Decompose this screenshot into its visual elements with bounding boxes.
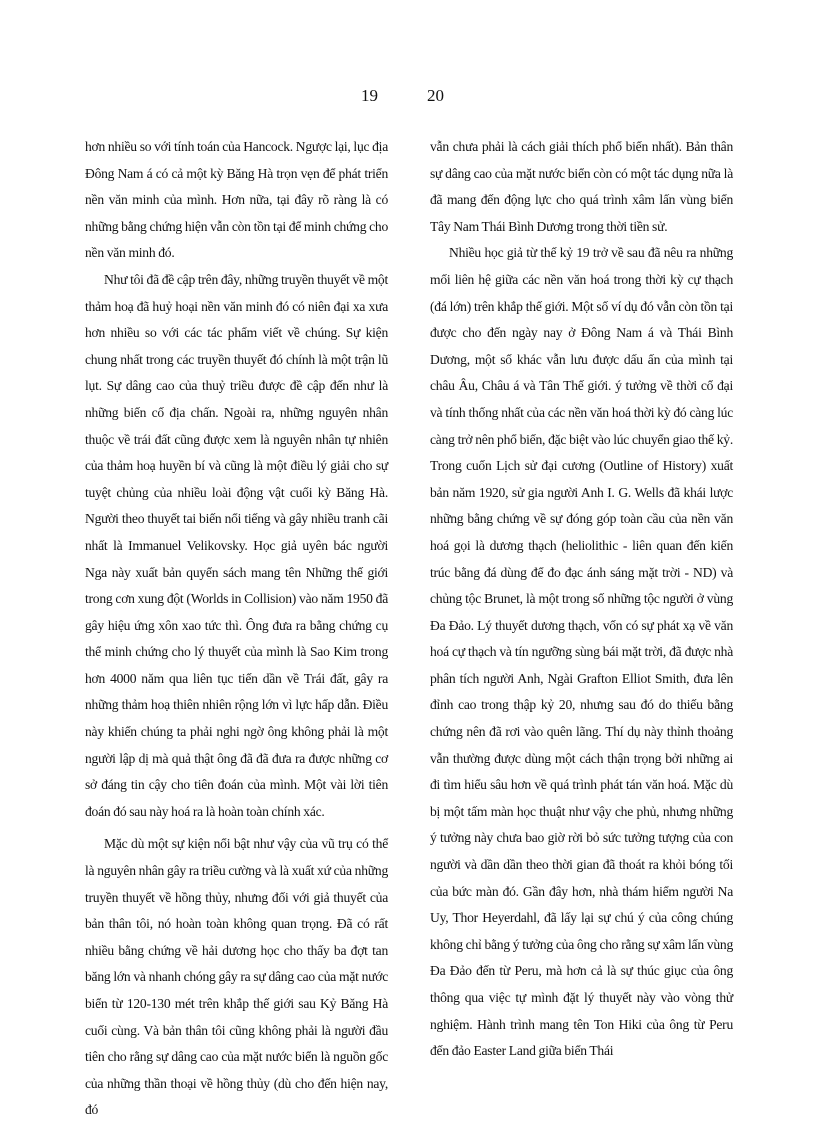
paragraph: Nhiều học giả từ thế kỷ 19 trở về sau đã nêu ra những mối liên hệ giữa các nền văn hoá trong thời kỳ cự thạch (đá lớn) trên khắp thế giới. Một số ví dụ đó vẫn còn tồn tại được cho đến ngày nay ở Đông Nam á và Thái Bình Dương, một số khác vẫn lưu được dấu ấn của mình tại châu Âu, Châu á và Tân Thế giới. ý tưởng về thời cổ đại và tính thống nhất của các nền văn hoá thời kỳ đó càng lúc càng trở nên phổ biến, đặc biệt vào lúc chuyển giao thế kỷ. Trong cuốn Lịch sử đại cương (Outline of History) xuất bản năm 1920, sử gia người Anh I. G. Wells đã khái lược những bằng chứng về sự đóng góp toàn cầu của nền văn hoá gọi là dương thạch (heliolithic - liên quan đến kiến trúc bằng đá dùng để đo đạc ánh sáng mặt trời - ND) và chủng tộc Brunet, là một trong số những tộc người ở vùng Đa Đảo. Lý thuyết dương thạch, vốn có sự phát xạ về văn hoá cự thạch và tín ngưỡng sùng bái mặt trời, đã được nhà phân tích người Anh, Ngài Grafton Elliot Smith, đưa lên đỉnh cao trong thập kỷ 20, nhưng sau đó do thiếu bằng chứng nên đã rơi vào quên lãng. Thí dụ này thỉnh thoảng vẫn thường được dùng một cách thận trọng bởi những ai đi tìm hiểu sâu hơn về quá trình phát tán văn hoá. Mặc dù bị một tấm màn học thuật như vậy che phủ, nhưng những ý tưởng này chưa bao giờ rời bỏ sức tưởng tượng của con người và dần dần theo thời gian đã thoát ra khỏi bóng tối của bức màn đó. Gần đây hơn, nhà thám hiểm người Na Uy, Thor Heyerdahl, đã lấy lại sự chú ý của công chúng không chỉ bằng ý tưởng của ông cho rằng sự xâm lấn vùng Đa Đảo đến từ Peru, mà hơn cả là sự thúc giục của ông thông qua việc tự mình đặt lý thuyết này vào vòng thử nghiệm. Hành trình mang tên Ton Hiki của ông từ Peru đến đảo Easter Land giữa biển Thái	[430, 245, 733, 1059]
paragraph: vẫn chưa phải là cách giải thích phổ biến nhất). Bản thân sự dâng cao của mặt nước biển còn có một tác dụng nữa là đã mang đến động lực cho quá trình xâm lấn vùng biển Tây Nam Thái Bình Dương trong thời tiền sử.	[430, 139, 733, 234]
paragraph: Như tôi đã đề cập trên đây, những truyền thuyết về một thảm hoạ đã huỷ hoại nền văn minh đó có niên đại xa xưa hơn nhiều so với các tác phẩm viết về chúng. Sự kiện chung nhất trong các truyền thuyết đó chính là một trận lũ lụt. Sự dâng cao của thuỷ triều được đề cập đến như là những biến cố địa chấn. Ngoài ra, những nguyên nhân thuộc về trái đất cũng được xem là nguyên nhân tự nhiên của thảm hoạ huyền bí và cũng là một điều lý giải cho sự tuyệt chủng của nhiều loài động vật cuối kỳ Băng Hà. Người theo thuyết tai biến nổi tiếng và gây nhiều tranh cãi nhất là Immanuel Velikovsky. Học giả uyên bác người Nga này xuất bản quyển sách mang tên Những thế giới trong cơn xung đột (Worlds in Collision) vào năm 1950 đã gây hiệu ứng xôn xao tức thì. Ông đưa ra bằng chứng cụ thể minh chứng cho lý thuyết của mình là Sao Kim trong hơn 4000 năm qua liên tục tiến dần về Trái đất, gây ra những thảm hoạ thiên nhiên rộng lớn vì lực hấp dẫn. Điều này khiến chúng ta phải nghi ngờ ông không phải là một người lập dị mà quả thật ông đã đã đưa ra được những cơ sở đáng tin cậy cho tiên đoán của mình. Một vài lời tiên đoán đó sau này hoá ra là hoàn toàn chính xác.	[85, 271, 388, 819]
right-text-column	[430, 134, 733, 1065]
paragraph: Mặc dù một sự kiện nổi bật như vậy của vũ trụ có thể là nguyên nhân gây ra triều cường và là xuất xứ của những truyền thuyết về hồng thủy, nhưng đối với giả thuyết của bản thân tôi, nó hoàn toàn không quan trọng. Đã có rất nhiều bằng chứng về hải dương học cho thấy ba đợt tan băng lớn và nhanh chóng gây ra sự dâng cao của mặt nước biển từ 120-130 mét trên khắp thế giới sau Kỷ Băng Hà cuối cùng. Và bản thân tôi cũng không phải là người đầu tiên cho rằng sự dâng cao của mặt nước biển là nguồn gốc của những thần thoại về hồng thủy (dù cho đến hiện nay, đó	[85, 836, 388, 1118]
left-text-column	[85, 134, 388, 1124]
page-number-left: 19	[361, 86, 378, 105]
page-number-right: 20	[427, 86, 444, 105]
paragraph: hơn nhiều so với tính toán của Hancock. Ngược lại, lục địa Đông Nam á có cả một kỳ Băng Hà trọn vẹn để phát triển nền văn minh của mình. Hơn nữa, tại đây rõ ràng là có những bằng chứng hiện vẫn còn tồn tại để minh chứng cho nền văn minh đó.	[85, 139, 388, 261]
